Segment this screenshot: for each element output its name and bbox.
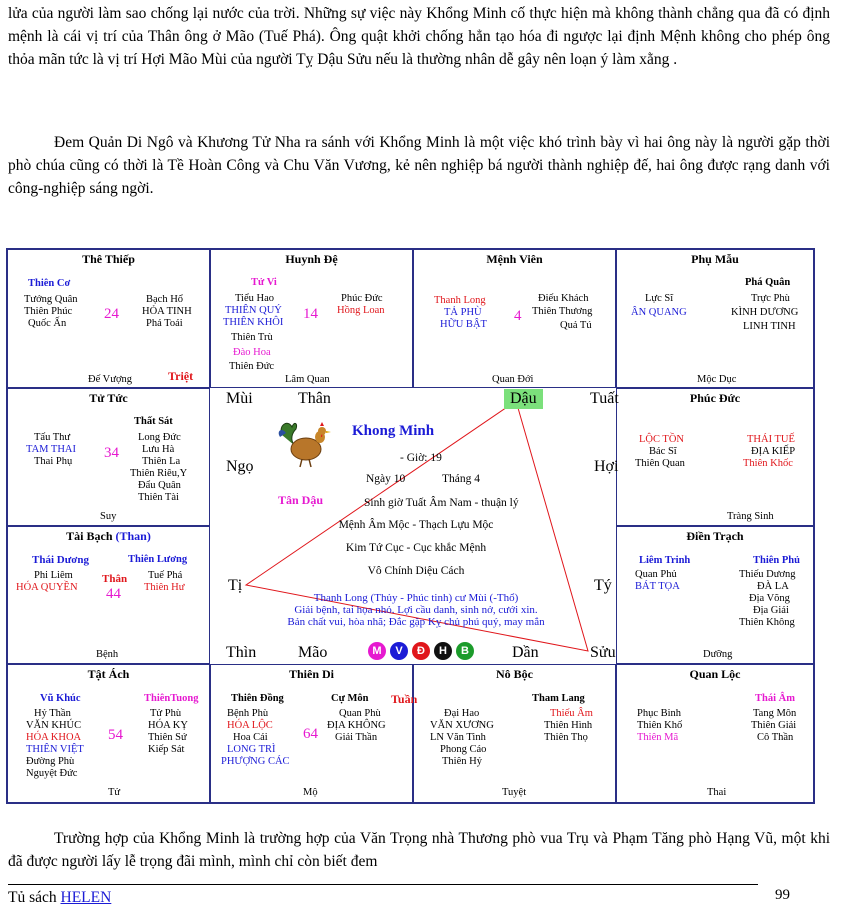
paragraph-3: Trường hợp của Khổng Minh là trường hợp của Văn Trọng nhà Thương phò vua Trụ và Phạm Tăng phò Hạng Vũ, một khi đã được người lấy lễ trọng đãi mình, mình chỉ còn biết đem bbox=[8, 830, 830, 870]
star-left-1: Đại Hao bbox=[444, 708, 480, 719]
star-left-4: Phong Cáo bbox=[440, 744, 487, 755]
star-right-2: ĐỊA KIẾP bbox=[751, 446, 796, 457]
second-star: Thái Âm bbox=[755, 693, 795, 704]
cell-bottom: Tử bbox=[108, 787, 121, 798]
star-right-2: Thiên Hư bbox=[144, 582, 185, 593]
star-right-3: Địa Võng bbox=[749, 593, 790, 604]
footer-prefix: Tủ sách bbox=[8, 889, 61, 906]
branch-dau: Dậu bbox=[504, 389, 543, 409]
footer bbox=[8, 889, 111, 907]
star-left-1: Lực Sĩ bbox=[645, 293, 674, 304]
star-right-1: Thiếu Âm bbox=[550, 708, 593, 719]
second-star: ThiênTuong bbox=[144, 693, 199, 704]
star-left-1: Hỷ Thần bbox=[34, 708, 71, 719]
cell-bottom: Bệnh bbox=[96, 649, 119, 660]
second-star: Tham Lang bbox=[532, 693, 585, 704]
star-right-1: Bạch Hổ bbox=[146, 294, 184, 305]
main-star: Thất Sát bbox=[134, 416, 173, 427]
branch-ngo: Ngọ bbox=[226, 458, 254, 475]
cell-title: Tài Bạch (Than) bbox=[66, 529, 151, 543]
main-star: Thiên Cơ bbox=[28, 278, 71, 289]
chart-center bbox=[216, 387, 619, 663]
star-left-3: HÓA KHOA bbox=[26, 732, 82, 743]
main-star: Thái Dương bbox=[32, 554, 90, 566]
cell-phu-mau bbox=[616, 249, 814, 388]
birth-info: Sinh giờ Tuất Âm Nam - thuận lý bbox=[364, 497, 519, 509]
star-left-3: LN Văn Tinh bbox=[430, 732, 486, 743]
triet-label: Triệt bbox=[168, 369, 194, 383]
star-left-3: Thai Phụ bbox=[34, 456, 73, 467]
star-left-5: Đào Hoa bbox=[233, 347, 271, 358]
branch-suu: Sửu bbox=[590, 644, 616, 661]
cell-tat-ach bbox=[7, 664, 210, 803]
cell-title: Thê Thiếp bbox=[82, 252, 135, 266]
cell-tu-tuc bbox=[7, 388, 210, 526]
star-left-2: ÂN QUANG bbox=[631, 307, 687, 318]
paragraph-1: lửa của người làm sao chống lại nước của trời. Những sự việc này Khổng Minh cố thực hiện mà không thành chẳng qua đã có định mệnh là cái vị trí của Thân ông ở Mão (Tuế Phá). Ông quật khởi chống hẳn tạo hóa đi ngược lại định Mệnh không cho phép ông thỏa mãn tức là vị trí Hợi Mão Mùi của người Tỵ Dậu Sửu nếu là thường nhân dễ gây nên loạn ý làm xằng . bbox=[8, 5, 830, 68]
star-right-2: KÌNH DƯƠNG bbox=[731, 307, 799, 318]
cell-huynh-de bbox=[210, 249, 413, 388]
star-right-1: Phúc Đức bbox=[341, 293, 383, 304]
star-right-5: Đẩu Quân bbox=[138, 480, 181, 491]
star-left-5: Thiên Hỷ bbox=[442, 756, 482, 767]
center-line-2: Giải bệnh, tai họa nhỏ. Lợi cầu danh, sinh nở, cưới xin. bbox=[294, 604, 538, 616]
branch-dan: Dần bbox=[512, 644, 539, 661]
cell-number: 34 bbox=[104, 445, 119, 461]
cell-bottom: Mộc Dục bbox=[697, 374, 737, 385]
star-right-3: Thiên Thọ bbox=[544, 732, 588, 743]
cell-title: Phúc Đức bbox=[689, 391, 741, 405]
star-right-6: Thiên Tài bbox=[138, 492, 179, 503]
star-right-1: Trực Phù bbox=[751, 293, 790, 304]
year-label: Tân Dậu bbox=[278, 493, 324, 507]
cuc-info: Kim Tứ Cục - Cục khắc Mệnh bbox=[345, 542, 487, 554]
cell-thien-di bbox=[210, 664, 418, 803]
star-right-2: ĐÀ LA bbox=[757, 581, 789, 592]
branch-mui: Mùi bbox=[226, 390, 253, 407]
star-left-1: Quan Phủ bbox=[635, 569, 677, 580]
branch-ty: Tý bbox=[594, 577, 612, 594]
circle-b: B bbox=[456, 642, 474, 660]
cell-number: 24 bbox=[104, 306, 119, 322]
star-left-3: Thiên Quan bbox=[635, 458, 685, 469]
menh-info: Mệnh Âm Mộc - Thạch Lựu Mộc bbox=[338, 519, 494, 531]
cell-no-boc bbox=[413, 664, 616, 803]
cell-number: 64 bbox=[303, 726, 318, 742]
star-right-2: Thiên Hình bbox=[544, 720, 593, 731]
star-right-3: LINH TINH bbox=[743, 321, 796, 332]
main-star: Vũ Khúc bbox=[40, 693, 81, 704]
cell-title: Phụ Mẫu bbox=[691, 252, 739, 266]
star-left-2: Bác Sĩ bbox=[649, 446, 677, 457]
cell-title: Tử Tức bbox=[89, 391, 128, 405]
cell-bottom: Tràng Sinh bbox=[727, 511, 774, 522]
horoscope-chart bbox=[6, 248, 815, 804]
star-left-4: LONG TRÌ bbox=[227, 744, 276, 755]
cell-title: Nô Bộc bbox=[496, 667, 533, 681]
branch-ti: Tị bbox=[228, 577, 243, 594]
second-star: Cự Môn bbox=[331, 693, 369, 704]
birth-hour: - Giờ: 19 bbox=[400, 452, 442, 464]
star-right-2: Thiên Giải bbox=[751, 720, 797, 731]
cell-title: Thiên Di bbox=[288, 667, 334, 681]
branch-mao: Mão bbox=[298, 644, 328, 661]
star-right-3: Quả Tú bbox=[560, 320, 592, 331]
star-left-2: Thiên Phúc bbox=[24, 306, 73, 317]
center-line-3: Bản chất vui, hòa nhã; Đắc gặp Kỵ chủ phú quý, may mắn bbox=[287, 616, 545, 628]
star-left-6: Nguyệt Đức bbox=[26, 768, 78, 779]
star-right-1: Thiếu Dương bbox=[739, 569, 796, 580]
branch-tuat: Tuất bbox=[590, 390, 619, 407]
star-right-4: Địa Giải bbox=[753, 605, 789, 616]
star-right-1: THÁI TUẾ bbox=[747, 434, 795, 445]
cell-title: Quan Lộc bbox=[689, 667, 741, 681]
star-left-6: Thiên Đức bbox=[229, 361, 275, 372]
cell-the-thiep bbox=[7, 249, 210, 388]
star-left-2: THIÊN QUÝ bbox=[225, 305, 282, 316]
than-label: Thân bbox=[102, 573, 128, 585]
star-left-2: TẢ PHÙ bbox=[444, 307, 482, 318]
cell-title: Mệnh Viên bbox=[486, 252, 543, 266]
star-right-2: HỎA TINH bbox=[142, 306, 192, 317]
person-name: Khong Minh bbox=[352, 423, 435, 439]
star-left-1: LỘC TỒN bbox=[639, 434, 685, 445]
cell-bottom: Mộ bbox=[303, 787, 318, 798]
cell-dien-trach bbox=[616, 526, 814, 664]
cell-title: Tật Ách bbox=[87, 667, 130, 681]
star-left-1: Tiểu Hao bbox=[235, 293, 274, 304]
cell-menh-vien bbox=[413, 249, 616, 388]
star-left-1: Tấu Thư bbox=[34, 432, 71, 443]
cell-quan-loc bbox=[616, 664, 814, 803]
star-left-2: Thiên Khố bbox=[637, 720, 683, 731]
star-right-2: Lưu Hà bbox=[142, 444, 175, 455]
star-left-1: Thanh Long bbox=[434, 295, 486, 306]
branch-than: Thân bbox=[298, 390, 331, 407]
helen-link[interactable]: HELEN bbox=[60, 889, 112, 906]
chinh-dieu-info: Vô Chính Diệu Cách bbox=[367, 565, 465, 577]
star-left-3: THIÊN KHÔI bbox=[223, 317, 284, 328]
birth-day: Ngày 10 bbox=[366, 473, 406, 485]
second-star: Thiên Lương bbox=[128, 554, 188, 565]
cell-bottom: Suy bbox=[100, 511, 117, 522]
main-star: Thiên Đồng bbox=[231, 693, 284, 704]
star-right-1: Quan Phù bbox=[339, 708, 381, 719]
cell-title: Huynh Đệ bbox=[285, 252, 338, 266]
star-left-5: PHƯỢNG CÁC bbox=[221, 756, 290, 767]
star-left-5: Đường Phù bbox=[26, 756, 75, 767]
cell-number: 4 bbox=[514, 308, 522, 324]
cell-tai-bach bbox=[7, 526, 210, 664]
star-left-2: TAM THAI bbox=[26, 444, 77, 455]
cell-bottom: Quan Đới bbox=[492, 374, 534, 385]
star-right-3: Giải Thần bbox=[335, 732, 378, 743]
star-right-4: Thiên Riêu,Y bbox=[130, 468, 188, 479]
star-left-2: HÓA QUYỀN bbox=[16, 582, 78, 593]
cell-number: 14 bbox=[303, 306, 318, 322]
star-left-1: Phi Liêm bbox=[34, 570, 73, 581]
cell-title: Điền Trạch bbox=[686, 529, 744, 543]
star-right-1: Điếu Khách bbox=[538, 293, 589, 304]
circle-d: Đ bbox=[412, 642, 430, 660]
star-left-2: HÓA LỘC bbox=[227, 720, 273, 731]
cell-bottom: Tuyệt bbox=[502, 787, 527, 798]
second-star: Thiên Phủ bbox=[753, 555, 800, 566]
paragraph-2: Đem Quản Di Ngô và Khương Tử Nha ra sánh với Khổng Minh là một việc khó trình bày vì hai ông này là người gặp thời phò chúa cũng có thời là Tề Hoàn Công và Chu Văn Vương, kẻ nên nghiệp bá người thành nghiệp đế, hai ông được rạng danh với công-nghiệp sáng ngời. bbox=[8, 134, 830, 197]
branch-thin: Thìn bbox=[226, 644, 257, 661]
circle-h: H bbox=[434, 642, 452, 660]
star-left-4: Thiên Trù bbox=[231, 332, 273, 343]
star-left-2: VĂN XƯƠNG bbox=[430, 720, 494, 731]
star-right-3: Cô Thần bbox=[757, 732, 794, 743]
page-number: 99 bbox=[775, 887, 790, 903]
star-right-2: Thiên Thương bbox=[532, 306, 593, 317]
star-left-1: Tướng Quân bbox=[24, 294, 78, 305]
star-right-4: Kiếp Sát bbox=[148, 744, 185, 755]
star-right-2: Hồng Loan bbox=[337, 305, 385, 316]
star-right-1: Tang Môn bbox=[753, 708, 797, 719]
star-right-3: Phá Toái bbox=[146, 318, 183, 329]
cell-bottom: Thai bbox=[707, 787, 727, 798]
star-left-4: THIÊN VIỆT bbox=[26, 744, 84, 755]
star-right-3: Thiên Khốc bbox=[743, 458, 793, 469]
cell-bottom: Lâm Quan bbox=[285, 374, 330, 385]
star-right-2: HÓA KỴ bbox=[148, 720, 188, 731]
star-left-3: Thiên Mã bbox=[637, 732, 679, 743]
star-right-3: Thiên Sứ bbox=[148, 732, 187, 743]
circle-m: M bbox=[368, 642, 386, 660]
star-right-5: Thiên Không bbox=[739, 617, 795, 628]
star-left-3: Quốc Ấn bbox=[28, 318, 67, 329]
star-left-3: HỮU BẬT bbox=[440, 319, 487, 330]
star-left-1: Phục Binh bbox=[637, 708, 682, 719]
main-star: Tử Vi bbox=[251, 277, 277, 288]
cell-bottom: Dưỡng bbox=[703, 649, 733, 660]
birth-month: Tháng 4 bbox=[442, 473, 481, 485]
star-left-1: Bệnh Phù bbox=[227, 708, 269, 719]
star-right-3: Thiên La bbox=[142, 456, 181, 467]
star-right-1: Tuế Phá bbox=[148, 570, 183, 581]
branch-hoi: Hợi bbox=[594, 458, 619, 475]
cell-number: 54 bbox=[108, 727, 123, 743]
main-star: Phá Quân bbox=[745, 277, 791, 288]
main-star: Liêm Trinh bbox=[639, 555, 691, 566]
cell-bottom: Đế Vượng bbox=[88, 374, 133, 385]
star-right-1: Long Đức bbox=[138, 432, 181, 443]
star-left-2: VĂN KHÚC bbox=[26, 720, 82, 731]
footer-divider bbox=[8, 884, 758, 885]
star-left-3: Hoa Cái bbox=[233, 732, 268, 743]
tuan-label: Tuần bbox=[391, 692, 418, 706]
cell-number: 44 bbox=[106, 586, 121, 602]
star-left-2: BÁT TỌA bbox=[635, 581, 680, 592]
rooster-icon bbox=[276, 417, 336, 469]
center-line-1: Thanh Long (Thủy - Phúc tinh) cư Mùi (-Thổ) bbox=[313, 592, 519, 604]
circle-v: V bbox=[390, 642, 408, 660]
star-right-2: ĐỊA KHÔNG bbox=[327, 720, 386, 731]
cell-phuc-duc bbox=[616, 388, 814, 526]
star-right-1: Tử Phù bbox=[150, 708, 182, 719]
